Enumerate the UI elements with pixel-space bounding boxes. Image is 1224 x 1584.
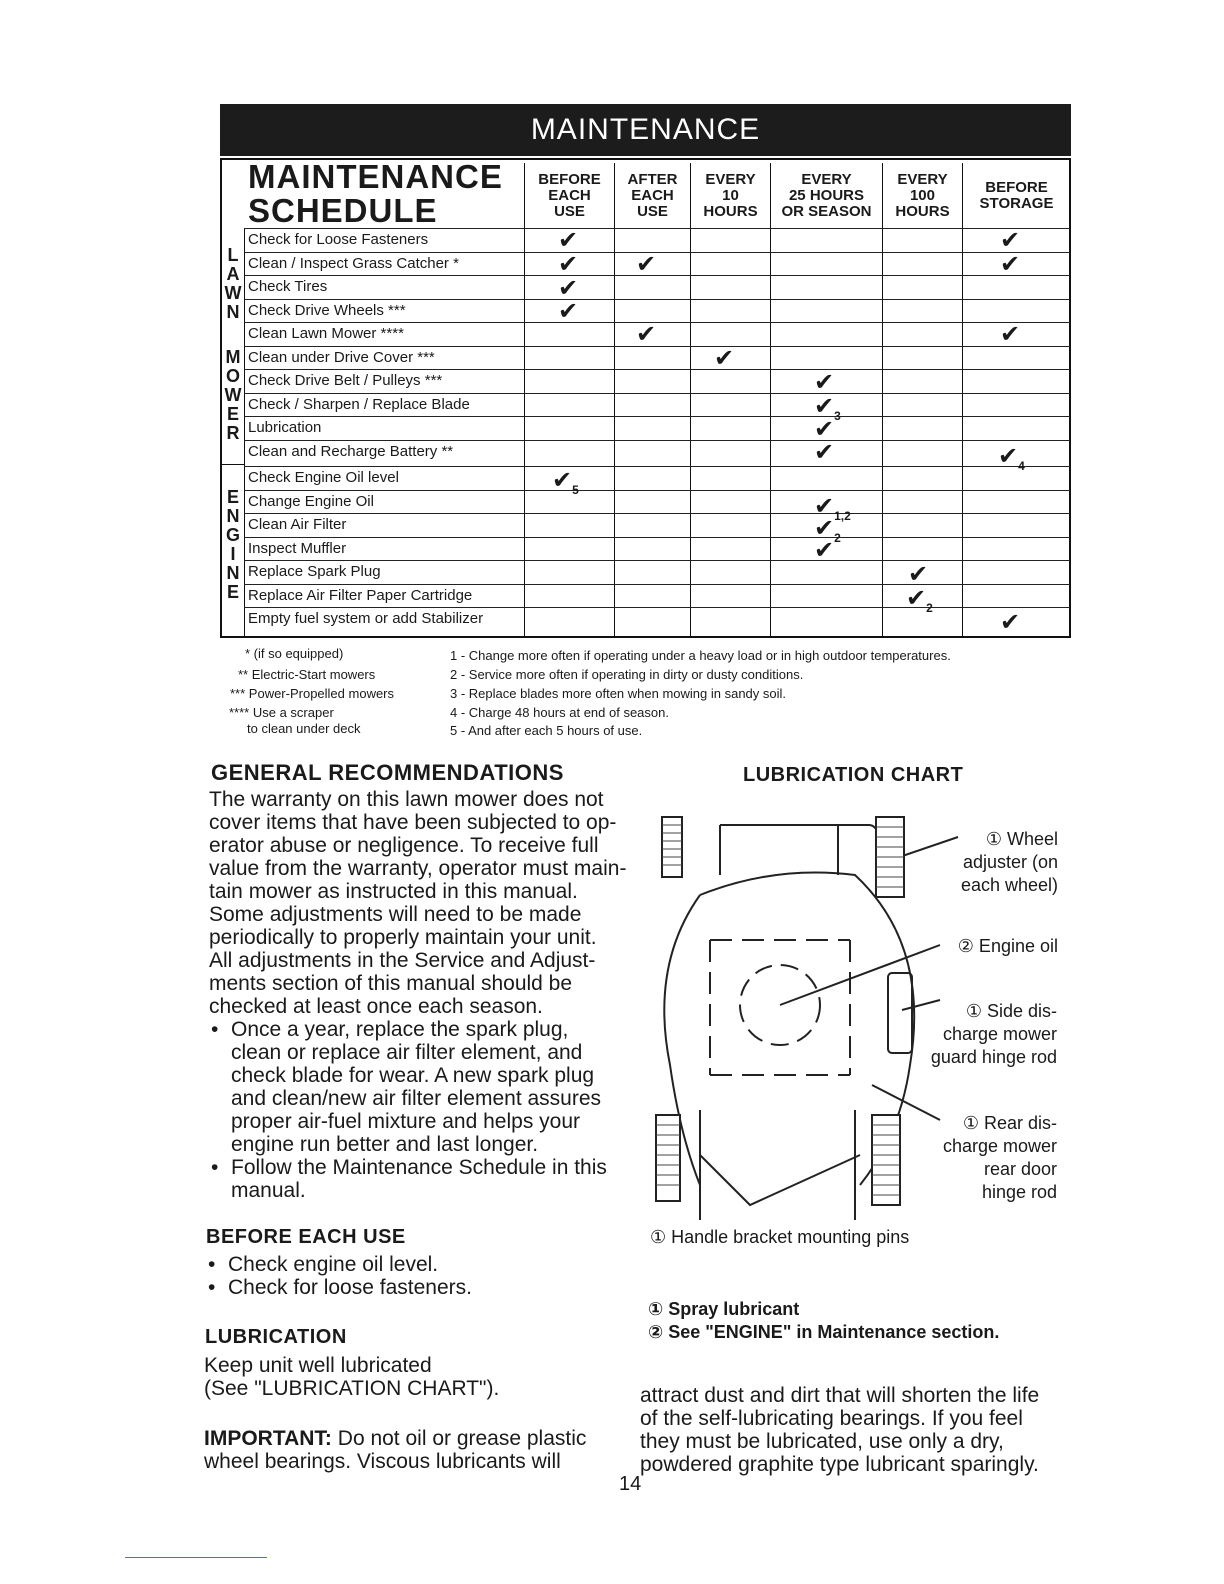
schedule-title xyxy=(248,160,503,228)
table-row: Clean under Drive Cover *** xyxy=(244,346,1070,370)
check-mark: ✔ xyxy=(636,321,657,348)
table-row: Change Engine Oil xyxy=(244,490,1070,514)
bearing-note: attract dust and dirt that will shorten the life of the self-lubricating bearings. If you feel they must be lubricated, use only a dry, powdered graphite type lubricant sparingly. xyxy=(640,1384,1040,1476)
general-recommendations-body: The warranty on this lawn mower does not cover items that have been subjected to op- erator abuse or negligence. To receive full value from the warranty, operator must main- tain mower as instructed in this manual. Some adjustments will need to be made periodically to properly maintain your unit. All adjustments in the Service and Adjust- ments section of this manual should be checked at least once each season. • Once a year, replace the spark plug, clean or replace air filter element, and check blade for wear. A new spark plug and clean/new air filter element assures proper air-fuel mixture and helps your engine run better and last longer. • Follow the Maintenance Schedule in this manual. xyxy=(209,788,639,1202)
table-row: Inspect Muffler xyxy=(244,537,1070,561)
col-before-storage: BEFORE STORAGE xyxy=(962,163,1070,228)
list-item: • Once a year, replace the spark plug, clean or replace air filter element, and check blade for wear. A new spark plug and clean/new air filter element assures proper air-fuel mixture and helps your engine run better and last longer. xyxy=(209,1018,639,1156)
general-recommendations-heading: GENERAL RECOMMENDATIONS xyxy=(211,760,564,785)
check-mark: ✔ xyxy=(714,345,735,372)
list-item: • Follow the Maintenance Schedule in this manual. xyxy=(209,1156,639,1202)
check-mark: ✔ xyxy=(558,251,579,278)
lubrication-heading: LUBRICATION xyxy=(205,1326,347,1348)
check-mark: ✔ xyxy=(814,537,835,564)
callout-wheel-adjuster: ① Wheel adjuster (on each wheel) xyxy=(960,829,1058,895)
table-row: Lubrication xyxy=(244,416,1070,440)
check-mark: ✔ xyxy=(1000,251,1021,278)
table-row: Replace Air Filter Paper Cartridge xyxy=(244,584,1070,608)
callout-handle-pins: ① Handle bracket mounting pins xyxy=(650,1227,910,1247)
check-mark: ✔ xyxy=(1000,609,1021,636)
table-row: Check Engine Oil level xyxy=(244,466,1070,490)
check-mark: ✔ xyxy=(558,298,579,325)
wheel xyxy=(656,1115,680,1201)
wheel xyxy=(662,817,682,877)
engine-label: E N G I N E xyxy=(225,487,240,602)
table-row: Clean / Inspect Grass Catcher * xyxy=(244,252,1070,276)
table-row: Check for Loose Fasteners xyxy=(244,228,1070,252)
table-row: Check Drive Wheels *** xyxy=(244,299,1070,323)
footnote: 2 - Service more often if operating in dirty or dusty conditions. xyxy=(450,667,804,682)
table-row: Check / Sharpen / Replace Blade xyxy=(244,393,1070,417)
footnote: ** Electric-Start mowers xyxy=(238,667,376,682)
check-mark: ✔ xyxy=(558,227,579,254)
check-mark: ✔ xyxy=(1000,321,1021,348)
col-before-each-use: BEFORE EACH USE xyxy=(524,163,614,228)
check-mark: $✔_4$ xyxy=(998,443,1025,473)
footnote: *** Power-Propelled mowers xyxy=(230,686,395,701)
table-row: Check Tires xyxy=(244,275,1070,299)
table-row: Replace Spark Plug xyxy=(244,560,1070,584)
before-each-use-heading: BEFORE EACH USE xyxy=(206,1226,406,1248)
section-banner: MAINTENANCE xyxy=(220,104,1071,156)
divider xyxy=(125,1557,267,1558)
check-mark: ✔ xyxy=(814,369,835,396)
check-mark: ✔ xyxy=(908,561,929,588)
check-mark: ✔ xyxy=(1000,227,1021,254)
callout-side-discharge: ① Side dis- charge mower guard hinge rod xyxy=(930,1001,1057,1067)
check-mark: $✔_5$ xyxy=(552,467,579,497)
schedule-title-line2: SCHEDULE xyxy=(248,192,438,229)
lawn-label: L A W N xyxy=(224,245,242,322)
chart-legend: ① Spray lubricant ② See "ENGINE" in Maintenance section. xyxy=(648,1299,1000,1342)
list-item: • Check engine oil level. xyxy=(206,1253,472,1276)
footnote: to clean under deck xyxy=(247,721,361,736)
check-mark: ✔ xyxy=(814,416,835,443)
footnote: 3 - Replace blades more often when mowing in sandy soil. xyxy=(450,686,787,701)
table-row: Clean Lawn Mower **** xyxy=(244,322,1070,346)
lubrication-body: Keep unit well lubricated (See "LUBRICATION CHART"). xyxy=(204,1354,500,1400)
footnote: 1 - Change more often if operating under a heavy load or in high outdoor temperatures. xyxy=(450,648,951,663)
page-number: 14 xyxy=(619,1473,642,1495)
list-item: • Check for loose fasteners. xyxy=(206,1276,472,1299)
check-mark: $✔_{1,2}$ xyxy=(814,493,851,523)
footnote: 5 - And after each 5 hours of use. xyxy=(450,723,643,738)
table-row: Check Drive Belt / Pulleys *** xyxy=(244,369,1070,393)
footnote: 4 - Charge 48 hours at end of season. xyxy=(450,705,669,720)
lubrication-chart-heading: LUBRICATION CHART xyxy=(743,764,964,786)
check-mark: $✔_2$ xyxy=(814,515,841,545)
check-mark: $✔_2$ xyxy=(906,585,933,615)
col-after-each-use: AFTER EACH USE xyxy=(614,163,690,228)
wheel xyxy=(872,1115,900,1205)
check-mark: $✔_3$ xyxy=(814,393,841,423)
footnote: **** Use a scraper xyxy=(229,705,334,720)
table-row: Clean and Recharge Battery ** xyxy=(244,440,1070,464)
table-row: Empty fuel system or add Stabilizer xyxy=(244,607,1070,638)
col-every-25-hours: EVERY 25 HOURS OR SEASON xyxy=(770,163,882,228)
important-note: IMPORTANT: Do not oil or grease plastic wheel bearings. Viscous lubricants will xyxy=(204,1427,587,1473)
table-row: Clean Air Filter xyxy=(244,513,1070,537)
before-each-use-list xyxy=(206,1253,472,1299)
check-mark: ✔ xyxy=(814,439,835,466)
col-every-10-hours: EVERY 10 HOURS xyxy=(690,163,770,228)
mower-label: M O W E R xyxy=(224,347,242,443)
check-mark: ✔ xyxy=(558,275,579,302)
col-every-100-hours: EVERY 100 HOURS xyxy=(882,163,962,228)
callout-engine-oil: ② Engine oil xyxy=(957,936,1058,956)
callout-rear-discharge: ① Rear dis- charge mower rear door hinge rod xyxy=(942,1113,1057,1202)
footnote: * (if so equipped) xyxy=(245,646,344,661)
schedule-title-line1: MAINTENANCE xyxy=(248,158,503,195)
check-mark: ✔ xyxy=(636,251,657,278)
